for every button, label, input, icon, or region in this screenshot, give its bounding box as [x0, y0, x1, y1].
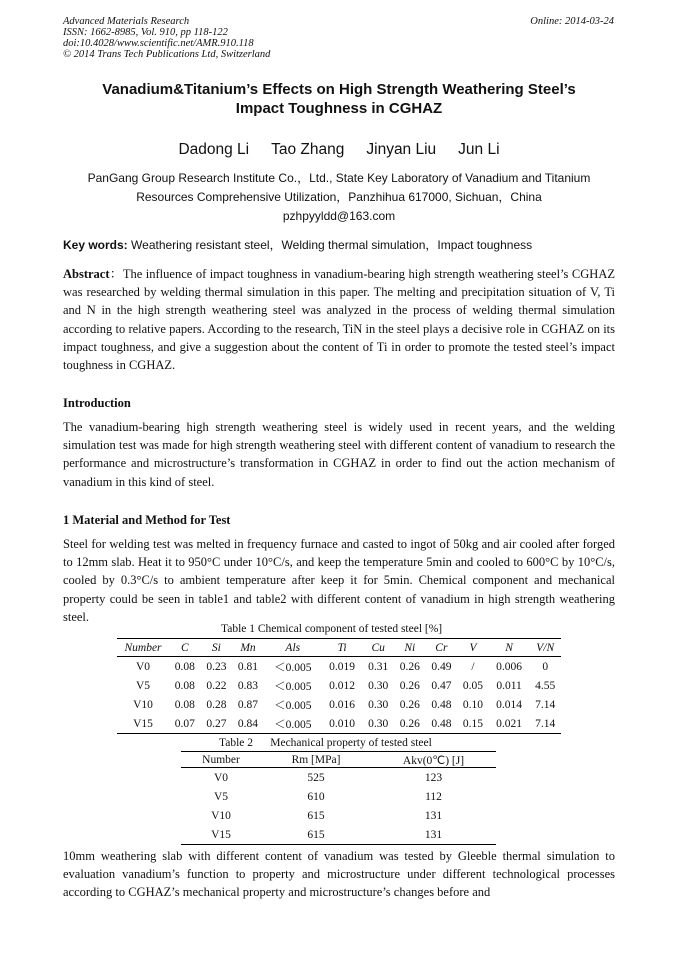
table-cell: 0.22 — [206, 679, 227, 692]
table-cell: 615 — [261, 825, 371, 845]
table-cell: 525 — [307, 771, 325, 784]
table-header-cell: V/N — [529, 639, 561, 657]
table-cell: 0.021 — [489, 714, 530, 734]
table-header-cell: Akv(0℃) [J] — [371, 752, 496, 768]
table-row — [117, 714, 561, 734]
keywords — [63, 236, 532, 253]
table-row — [181, 806, 496, 825]
table-cell: V15 — [117, 714, 169, 734]
table-cell: 0.012 — [329, 679, 356, 692]
table-cell: 0.48 — [431, 698, 452, 711]
keywords-text: Weathering resistant steel，Welding thermal simulation，Impact toughness — [131, 238, 533, 252]
table-header-cell: V — [457, 639, 489, 657]
affiliation-line-1: PanGang Group Research Institute Co.，Ltd., State Key Laboratory of Vanadium and Titanium — [87, 171, 591, 185]
table-cell: 0.31 — [368, 660, 389, 673]
table-cell: 131 — [424, 809, 443, 822]
table-header-cell: Ni — [394, 639, 426, 657]
intro-paragraph: The vanadium-bearing high strength weathering steel is widely used in recent years, and the welding simulation test was made for high strength weathering steel with different content of vanadium to research the performance and microstructure’s transformation in CGHAZ in order to find out the action mechanism of vanadium in this kind of steel. — [63, 420, 615, 489]
online-date: Online: 2014-03-24 — [530, 16, 614, 27]
table-cell: 0.26 — [394, 714, 426, 734]
table-header-cell: Als — [264, 639, 322, 657]
table-cell: 0.014 — [496, 698, 522, 711]
table-cell: 0.87 — [237, 698, 259, 711]
table-header-cell: Number — [117, 639, 169, 657]
table-cell: 0.49 — [431, 660, 452, 673]
affiliation-line-2: Resources Comprehensive Utilization，Panzhihua 617000, Sichuan，China — [136, 190, 542, 204]
section1-heading: 1 Material and Method for Test — [63, 513, 231, 527]
abstract-text: ：The influence of impact toughness in vanadium-bearing high strength weathering steel’s CGHAZ was researched by welding thermal simulation in this paper. The melting and precipitation situation of V, Ti and N in the high strength weathering steel was analyzed in the process of welding thermal simulation according to relative papers. According to the research, TiN in the steel plays a decisive role in CGHAZ on its impact toughness, and give a suggestion about the content of Ti in order to promote the tested steel’s impact toughness in CGHAZ. — [63, 267, 615, 373]
table-cell: 0.10 — [462, 698, 484, 711]
table-cell: 7.14 — [535, 698, 556, 711]
table-cell: 0.010 — [322, 714, 363, 734]
table1-caption: Table 1 Chemical component of tested steel [%] — [221, 623, 443, 635]
title-line-2: Impact Toughness in CGHAZ — [235, 100, 443, 117]
table-cell: 0.019 — [329, 660, 356, 673]
issn-line: ISSN: 1662-8985, Vol. 910, pp 118-122 — [63, 27, 228, 38]
author-name: Jinyan Liu — [366, 141, 437, 158]
table-cell: 0 — [542, 660, 549, 673]
keywords-label: Key words: — [63, 238, 128, 252]
table-cell: 0.26 — [399, 698, 420, 711]
chemical-component-table — [117, 638, 561, 734]
table-cell: 0.08 — [174, 660, 195, 673]
table-cell: ＜0.005 — [264, 714, 322, 734]
table-row — [181, 825, 496, 845]
abstract-paragraph — [63, 265, 615, 374]
table-header-cell: Cu — [362, 639, 394, 657]
table-cell: ＜0.005 — [274, 699, 312, 712]
table-row — [181, 787, 496, 806]
table-cell: 0.30 — [368, 698, 389, 711]
table-cell: 0.011 — [496, 679, 522, 692]
title-line-1: Vanadium&Titanium’s Effects on High Strength Weathering Steel’s — [102, 81, 576, 98]
journal-name: Advanced Materials Research — [63, 16, 190, 27]
abstract-label: Abstract — [63, 267, 110, 281]
table-cell: 112 — [425, 790, 442, 803]
table-header-cell: Cr — [426, 639, 458, 657]
table-cell: 0.30 — [368, 679, 389, 692]
table-header-cell: Rm [MPa] — [261, 752, 371, 768]
table-header-cell: Ti — [322, 639, 363, 657]
table-cell: 0.05 — [462, 679, 484, 692]
table-cell: 0.006 — [496, 660, 522, 673]
table-header-cell: Mn — [232, 639, 264, 657]
copyright-line: © 2014 Trans Tech Publications Ltd, Switzerland — [63, 49, 271, 60]
table-row — [181, 768, 496, 788]
table-cell: 0.47 — [431, 679, 452, 692]
table-row — [117, 695, 561, 714]
author-name: Dadong Li — [178, 141, 250, 158]
table-header-cell: C — [169, 639, 201, 657]
author-name: Tao Zhang — [271, 141, 345, 158]
table-cell: V10 — [133, 698, 153, 711]
table-cell: 0.016 — [329, 698, 356, 711]
table-cell: 615 — [307, 809, 325, 822]
intro-heading: Introduction — [63, 396, 131, 410]
table-header-cell: Number — [181, 752, 261, 768]
table-header-row — [117, 639, 561, 657]
table-cell: 610 — [307, 790, 325, 803]
table-cell: 0.30 — [362, 714, 394, 734]
table-cell: V0 — [135, 660, 151, 673]
table-cell: 0.84 — [232, 714, 264, 734]
table-cell: 0.48 — [426, 714, 458, 734]
doi-line[interactable]: doi:10.4028/www.scientific.net/AMR.910.118 — [63, 38, 254, 49]
table-cell: 0.81 — [237, 660, 259, 673]
paper-title — [60, 80, 618, 118]
table-cell: 0.27 — [201, 714, 233, 734]
table-row — [117, 676, 561, 695]
table-cell: ＜0.005 — [274, 661, 312, 674]
affiliation — [64, 169, 614, 226]
table-cell: V5 — [135, 679, 151, 692]
table-cell: V10 — [211, 809, 231, 822]
table-cell: 4.55 — [535, 679, 556, 692]
journal-header — [63, 16, 270, 60]
table-cell: 0.15 — [457, 714, 489, 734]
table-cell: 0.26 — [399, 679, 420, 692]
table-cell: 0.23 — [206, 660, 227, 673]
table-cell: 0.28 — [206, 698, 227, 711]
section1-paragraph: Steel for welding test was melted in frequency furnace and casted to ingot of 50kg and air cooled after forged to 12mm slab. Heat it to 950°C under 10°C/s, and keep the temperature 5min and cooled to 600°C by 10°C/s, cooled by 0.3°C/s to ambient temperature after keep it for 5min. Chemical component and mechanical property could be seen in table1 and table2 with different content of vanadium in high strength weathering steel. — [63, 537, 615, 624]
table-cell: / — [471, 660, 475, 673]
table-cell: 131 — [371, 825, 496, 845]
table2-caption: Table 2 Mechanical property of tested steel — [219, 737, 432, 749]
table-row — [117, 657, 561, 677]
table-cell: V15 — [181, 825, 261, 845]
mechanical-property-table — [181, 751, 496, 845]
table-cell: 0.83 — [237, 679, 259, 692]
table-cell: 7.14 — [529, 714, 561, 734]
table-cell: 0.07 — [169, 714, 201, 734]
table-cell: V0 — [213, 771, 229, 784]
table-header-cell: Si — [201, 639, 233, 657]
table-cell: 0.08 — [174, 679, 195, 692]
closing-paragraph: 10mm weathering slab with different content of vanadium was tested by Gleeble thermal simulation to evaluation vanadium’s function to property and microstructure under different technological processes according to CGHAZ’s mechanical property and microstructure’s changes before and — [63, 849, 615, 900]
table-cell: 0.26 — [399, 660, 420, 673]
table-cell: 0.08 — [174, 698, 195, 711]
table-cell: 123 — [424, 771, 443, 784]
table-header-row — [181, 752, 496, 768]
table-cell: V5 — [213, 790, 229, 803]
author-name: Jun Li — [458, 141, 500, 158]
author-list — [60, 141, 618, 159]
table-header-cell: N — [489, 639, 530, 657]
table-cell: ＜0.005 — [274, 680, 312, 693]
author-email[interactable]: pzhpyyldd@163.com — [282, 209, 396, 223]
